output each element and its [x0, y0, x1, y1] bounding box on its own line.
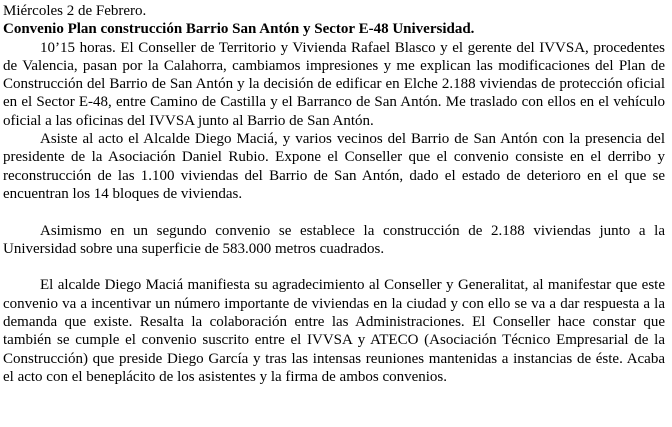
date-line: Miércoles 2 de Febrero.: [3, 3, 147, 19]
paragraph-3: Asimismo en un segundo convenio se establece la construcción de 2.188 viviendas junto a la Universidad sobre una superficie de 583.000 metros cuadrados.: [3, 222, 665, 257]
paragraph-4: El alcalde Diego Maciá manifiesta su agradecimiento al Conseller y Generalitat, al manifestar que este convenio va a incentivar un número importante de viviendas en la ciudad y con ello se va a dar respuesta a la demanda que existe. Resalta la colaboración entre las Administraciones. El Conseller hace constar que también se cumple el convenio suscrito entre el IVVSA y ATECO (Asociación Técnico Empresarial de la Construcción) que preside Diego García y tras las intensas reuniones mantenidas a instancias de éste. Acaba el acto con el beneplácito de los asistentes y la firma de ambos convenios.: [3, 277, 665, 385]
document-heading: Convenio Plan construcción Barrio San Antón y Sector E-48 Universidad.: [3, 21, 475, 38]
paragraph-2: Asiste al acto el Alcalde Diego Maciá, y varios vecinos del Barrio de San Antón con la presencia del presidente de la Asociación Daniel Rubio. Expone el Conseller que el convenio consiste en el derribo y reconstrucción de las 1.100 viviendas del Barrio de San Antón, dado el estado de deterioro en el que se encuentran los 14 bloques de viviendas.: [3, 131, 665, 202]
paragraph-1: 10’15 horas. El Conseller de Territorio y Vivienda Rafael Blasco y el gerente del IVVSA, procedentes de Valencia, pasan por la Calahorra, cambiamos impresiones y me explican las modificaciones del Plan de Construcción del Barrio de San Antón y la decisión de edificar en Elche 2.188 viviendas de protección oficial en el Sector E-48, entre Camino de Castilla y el Barranco de San Antón. Me traslado con ellos en el vehículo oficial a las oficinas del IVVSA junto al Barrio de San Antón.: [3, 39, 665, 129]
